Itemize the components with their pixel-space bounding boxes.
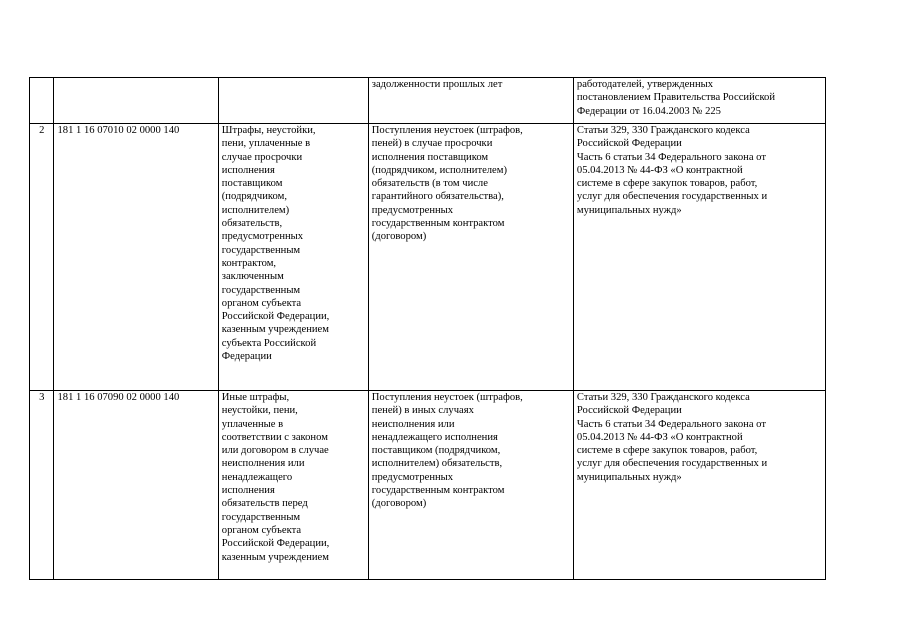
- revenue-name-cell: [218, 78, 368, 124]
- revenue-description-line: исполнителем) обязательств,: [371, 458, 503, 470]
- revenue-name-line: ненадлежащего: [221, 471, 293, 483]
- revenue-description-line: (подрядчиком, исполнителем): [371, 164, 507, 176]
- revenue-description-line: государственным контрактом: [371, 485, 505, 497]
- revenue-name-line: (подрядчиком,: [221, 191, 287, 203]
- legal-basis-line: Российской Федерации: [576, 405, 682, 417]
- legal-basis-line: услуг для обеспечения государственных и: [576, 458, 768, 470]
- budget-code-cell: 181 1 16 07090 02 0000 140: [54, 391, 218, 580]
- table-row: [30, 78, 826, 124]
- row-number-cell: [30, 78, 54, 124]
- revenue-name-line: обязательств перед: [221, 498, 308, 510]
- revenue-name-line: или договором в случае: [221, 445, 329, 457]
- table-row: [30, 391, 826, 580]
- revenue-description-cell: [368, 78, 573, 124]
- legal-basis-cell: [573, 78, 825, 124]
- budget-code-cell: [54, 78, 218, 124]
- legal-basis-cell: [573, 391, 825, 580]
- revenue-name-line: случае просрочки: [221, 151, 303, 163]
- budget-code-cell: 181 1 16 07010 02 0000 140: [54, 124, 218, 391]
- revenue-name-line: контрактом,: [221, 257, 277, 269]
- revenue-name-line: неисполнения или: [221, 458, 305, 470]
- revenue-name-line: предусмотренных: [221, 231, 304, 243]
- revenue-description-line: пеней) в иных случаях: [371, 405, 474, 417]
- revenue-name-line: Штрафы, неустойки,: [221, 125, 316, 136]
- legal-basis-line: Российской Федерации: [576, 138, 682, 150]
- revenue-description-line: (договором): [371, 498, 427, 510]
- legal-basis-line: 05.04.2013 № 44-ФЗ «О контрактной: [576, 164, 743, 176]
- legal-basis-cell: [573, 124, 825, 391]
- legal-basis-line: муниципальных нужд»: [576, 471, 682, 483]
- revenue-name-line: Российской Федерации,: [221, 311, 330, 323]
- budget-codes-table: [29, 77, 826, 580]
- revenue-name-line: Федерации: [221, 351, 272, 363]
- revenue-description-line: поставщиком (подрядчиком,: [371, 445, 501, 457]
- revenue-name-line: казенным учреждением: [221, 551, 329, 563]
- revenue-name-line: казенным учреждением: [221, 324, 329, 336]
- revenue-name-line: государственным: [221, 511, 301, 523]
- revenue-description-line: пеней) в случае просрочки: [371, 138, 493, 150]
- revenue-name-cell: [218, 124, 368, 391]
- revenue-name-line: обязательств,: [221, 218, 283, 230]
- legal-basis-line: постановлением Правительства Российской: [576, 92, 776, 104]
- revenue-description-line: исполнения поставщиком: [371, 151, 489, 163]
- legal-basis-line: Федерации от 16.04.2003 № 225: [576, 105, 721, 117]
- legal-basis-line: услуг для обеспечения государственных и: [576, 191, 768, 203]
- revenue-name-line: органом субъекта: [221, 297, 302, 309]
- revenue-name-line: государственным: [221, 244, 301, 256]
- revenue-description-line: гарантийного обязательства),: [371, 191, 504, 203]
- revenue-name-line: органом субъекта: [221, 524, 302, 536]
- revenue-name-line: субъекта Российской: [221, 337, 317, 349]
- legal-basis-line: 05.04.2013 № 44-ФЗ «О контрактной: [576, 431, 743, 443]
- revenue-name-line: Иные штрафы,: [221, 392, 290, 403]
- revenue-name-line: исполнения: [221, 164, 275, 176]
- revenue-description-line: (договором): [371, 231, 427, 243]
- legal-basis-line: системе в сфере закупок товаров, работ,: [576, 178, 758, 190]
- revenue-description-line: Поступления неустоек (штрафов,: [371, 392, 523, 403]
- legal-basis-line: работодателей, утвержденных: [576, 79, 714, 90]
- revenue-name-cell: [218, 391, 368, 580]
- revenue-name-line: пени, уплаченные в: [221, 138, 311, 150]
- revenue-description-cell: [368, 124, 573, 391]
- revenue-description-line: государственным контрактом: [371, 218, 505, 230]
- legal-basis-line: Часть 6 статьи 34 Федерального закона от: [576, 418, 766, 430]
- legal-basis-line: Часть 6 статьи 34 Федерального закона от: [576, 151, 766, 163]
- table-row: [30, 124, 826, 391]
- revenue-description-line: неисполнения или: [371, 418, 455, 430]
- revenue-description-line: предусмотренных: [371, 204, 454, 216]
- legal-basis-line: Статьи 329, 330 Гражданского кодекса: [576, 392, 750, 403]
- revenue-name-line: заключенным: [221, 271, 284, 283]
- revenue-name-line: исполнителем): [221, 204, 290, 216]
- revenue-description-line: предусмотренных: [371, 471, 454, 483]
- revenue-name-line: исполнения: [221, 485, 275, 497]
- row-number-cell: 3: [30, 391, 54, 580]
- table-body: [30, 78, 826, 580]
- revenue-name-line: поставщиком: [221, 178, 283, 190]
- legal-basis-line: муниципальных нужд»: [576, 204, 682, 216]
- revenue-description-line: задолженности прошлых лет: [371, 79, 503, 90]
- revenue-name-line: государственным: [221, 284, 301, 296]
- revenue-description-cell: [368, 391, 573, 580]
- legal-basis-line: Статьи 329, 330 Гражданского кодекса: [576, 125, 750, 136]
- legal-basis-line: системе в сфере закупок товаров, работ,: [576, 445, 758, 457]
- revenue-name-line: соответствии с законом: [221, 431, 328, 443]
- revenue-name-line: Российской Федерации,: [221, 538, 330, 550]
- row-number-cell: 2: [30, 124, 54, 391]
- revenue-description-line: обязательств (в том числе: [371, 178, 488, 190]
- revenue-name-line: уплаченные в: [221, 418, 284, 430]
- revenue-description-line: Поступления неустоек (штрафов,: [371, 125, 523, 136]
- revenue-name-line: неустойки, пени,: [221, 405, 298, 417]
- revenue-description-line: ненадлежащего исполнения: [371, 431, 498, 443]
